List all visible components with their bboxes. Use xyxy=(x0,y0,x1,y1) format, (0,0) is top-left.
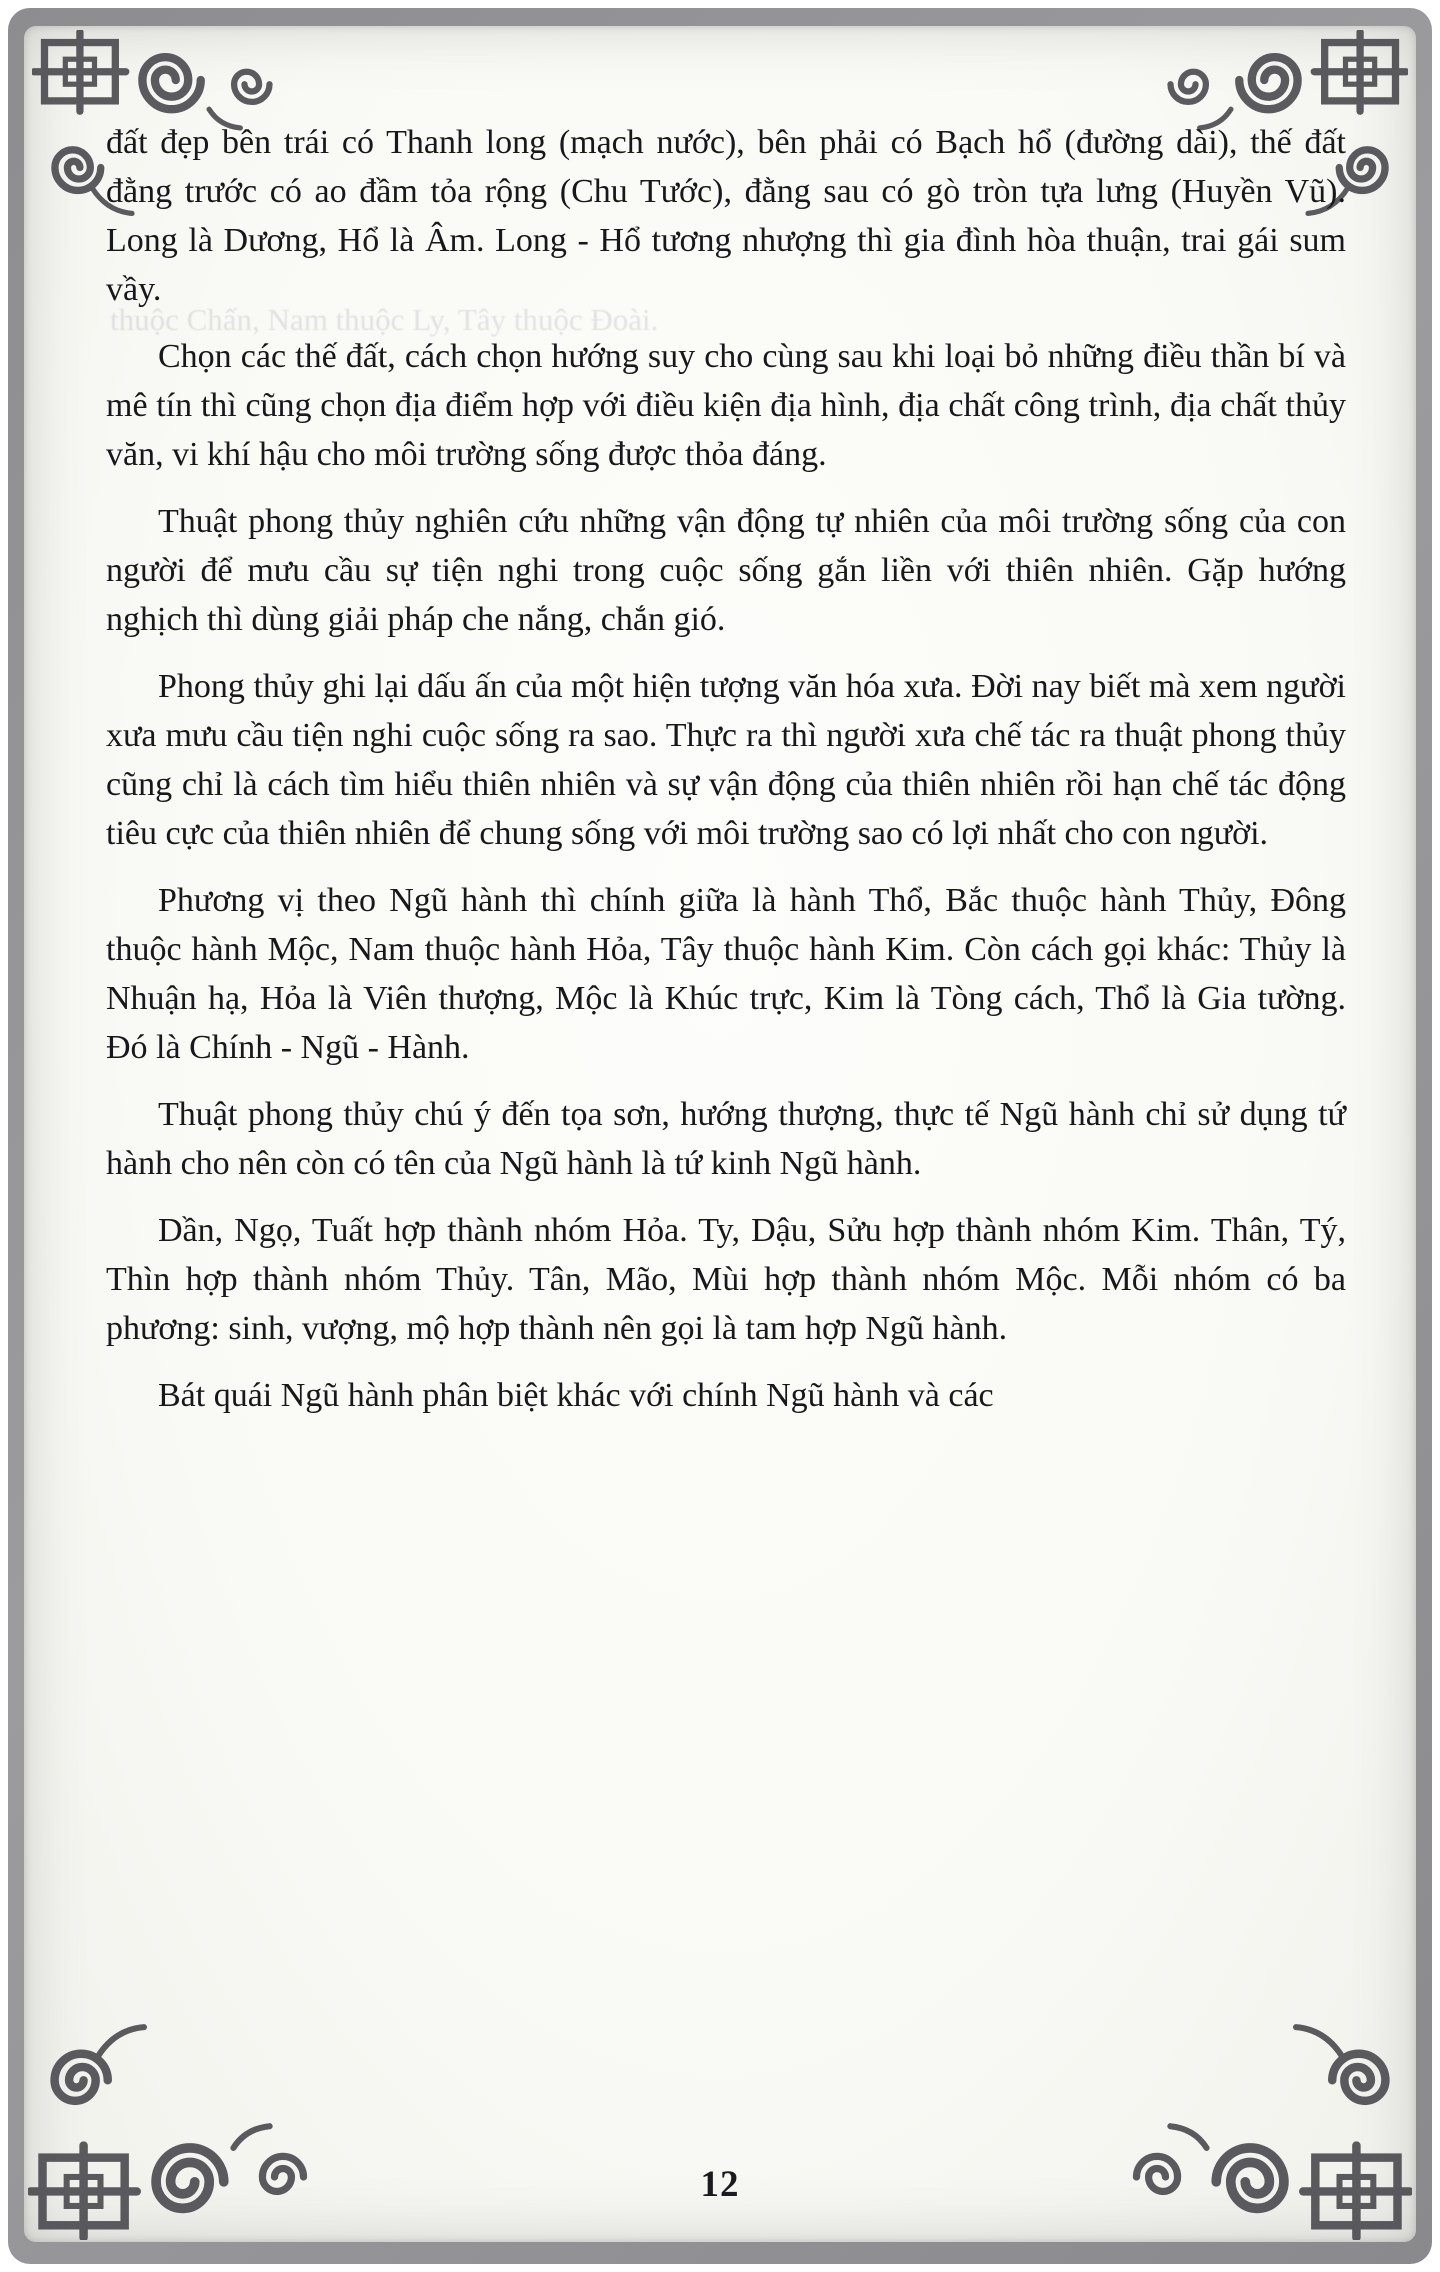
body-text xyxy=(106,118,1346,1438)
paragraph: Phong thủy ghi lại dấu ấn của một hiện tượng văn hóa xưa. Đời nay biết mà xem người xưa mưu cầu tiện nghi cuộc sống ra sao. Thực ra thì người xưa chế tác ra thuật phong thủy cũng chỉ là cách tìm hiểu thiên nhiên và sự vận động của thiên nhiên rồi hạn chế tác động tiêu cực của thiên nhiên để chung sống với môi trường sao có lợi nhất cho con người. xyxy=(106,668,1346,852)
paragraph: Dần, Ngọ, Tuất hợp thành nhóm Hỏa. Ty, Dậu, Sửu hợp thành nhóm Kim. Thân, Tý, Thìn hợp thành nhóm Thủy. Tân, Mão, Mùi hợp thành nhóm Mộc. Mỗi nhóm có ba phương: sinh, vượng, mộ hợp thành nên gọi là tam hợp Ngũ hành. xyxy=(106,1212,1346,1347)
page-number: 12 xyxy=(700,2164,740,2205)
paragraph: Thuật phong thủy chú ý đến tọa sơn, hướng thượng, thực tế Ngũ hành chỉ sử dụng tứ hành cho nên còn có tên của Ngũ hành là tứ kinh Ngũ hành. xyxy=(106,1096,1346,1182)
bleedthrough-text: thuộc Chấn, Nam thuộc Ly, Tây thuộc Đoài. xyxy=(110,302,659,337)
page xyxy=(24,26,1416,2242)
paragraph: Bát quái Ngũ hành phân biệt khác với chính Ngũ hành và các xyxy=(158,1377,994,1414)
paragraph: Phương vị theo Ngũ hành thì chính giữa là hành Thổ, Bắc thuộc hành Thủy, Đông thuộc hành Mộc, Nam thuộc hành Hỏa, Tây thuộc hành Kim. Còn cách gọi khác: Thủy là Nhuận hạ, Hỏa là Viên thượng, Mộc là Khúc trực, Kim là Tòng cách, Thổ là Gia tường. Đó là Chính - Ngũ - Hành. xyxy=(106,882,1346,1066)
paragraph: Chọn các thế đất, cách chọn hướng suy cho cùng sau khi loại bỏ những điều thần bí và mê tín thì cũng chọn địa điểm hợp với điều kiện địa hình, địa chất công trình, địa chất thủy văn, vi khí hậu cho môi trường sống được thỏa đáng. xyxy=(106,338,1346,473)
paragraph: đất đẹp bên trái có Thanh long (mạch nước), bên phải có Bạch hổ (đường dài), thế đất đằng trước có ao đầm tỏa rộng (Chu Tước), đằng sau có gò tròn tựa lưng (Huyền Vũ). Long là Dương, Hổ là Âm. Long - Hổ tương nhượng thì gia đình hòa thuận, trai gái sum vầy. xyxy=(106,124,1346,308)
paragraph: Thuật phong thủy nghiên cứu những vận động tự nhiên của môi trường sống của con người để mưu cầu sự tiện nghi trong cuộc sống gắn liền với thiên nhiên. Gặp hướng nghịch thì dùng giải pháp che nắng, chắn gió. xyxy=(106,503,1346,638)
